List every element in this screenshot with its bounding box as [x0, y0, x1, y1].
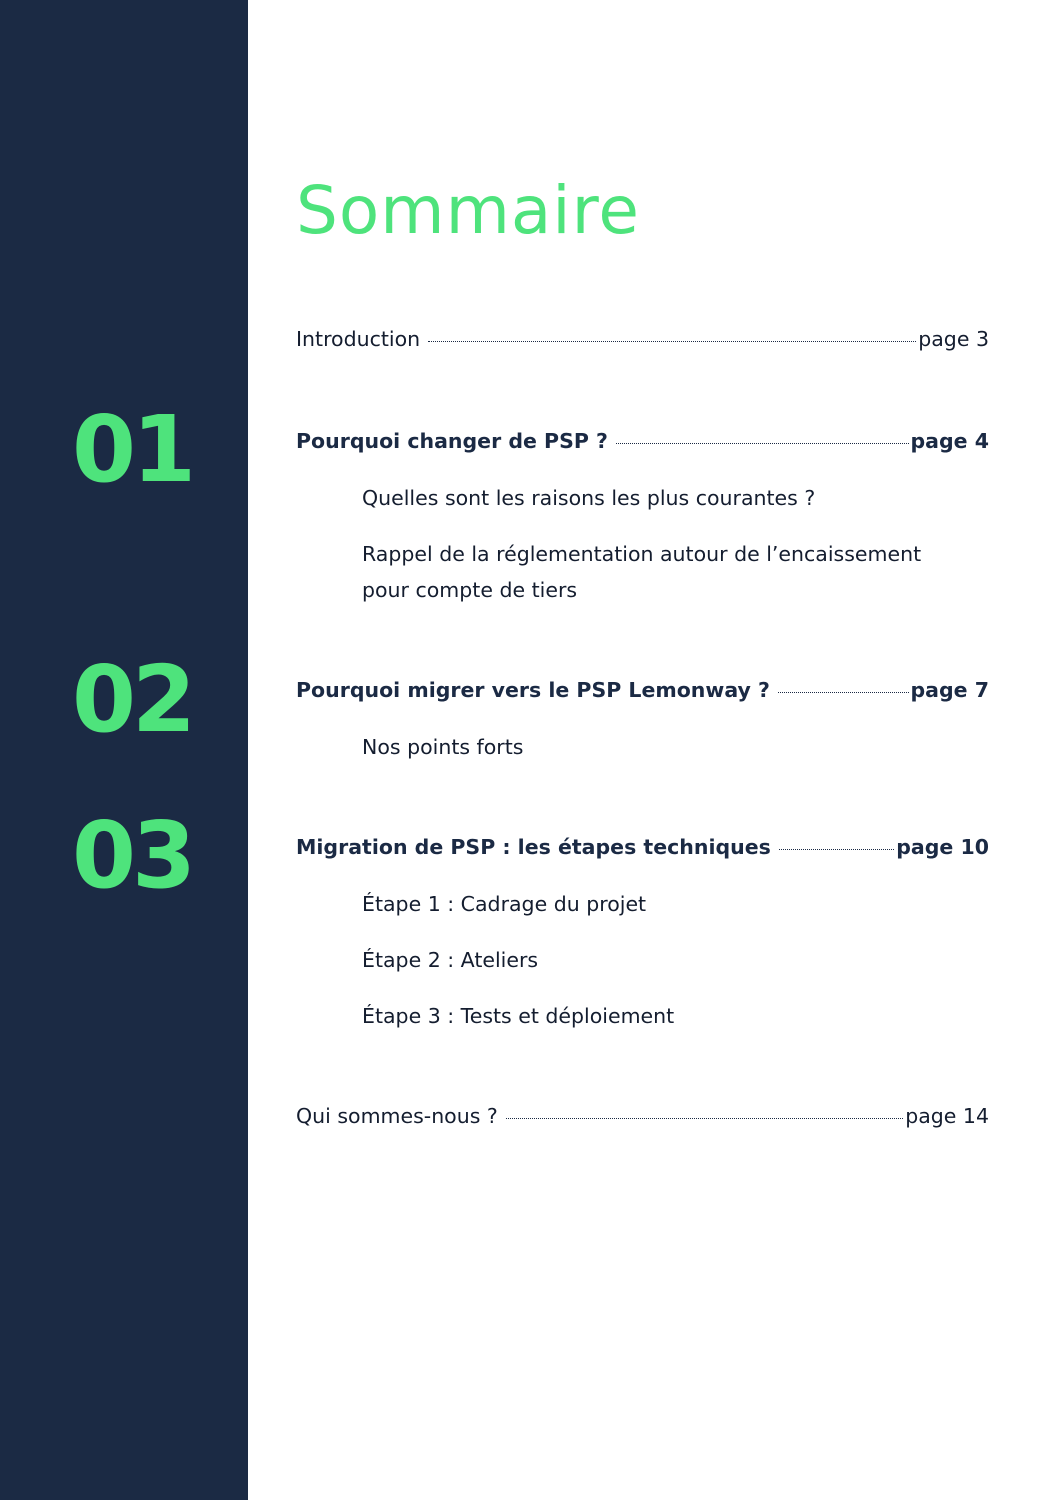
toc-entry-label: Introduction — [296, 327, 421, 351]
toc-leader-dots — [779, 849, 894, 850]
toc-leader-dots — [428, 341, 916, 342]
toc-subitem[interactable]: Étape 3 : Tests et déploiement — [362, 1004, 675, 1028]
toc-subitem[interactable]: Quelles sont les raisons les plus courantes ? — [362, 486, 816, 510]
toc-entry-page: page 4 — [910, 429, 989, 453]
toc-entry-label: Qui sommes-nous ? — [296, 1104, 498, 1128]
sidebar — [0, 0, 248, 1500]
toc-entry-label: Pourquoi migrer vers le PSP Lemonway ? — [296, 678, 770, 702]
section-number-03: 03 — [71, 802, 192, 909]
toc-subitem[interactable]: Nos points forts — [362, 735, 524, 759]
toc-entry-section-3[interactable] — [296, 835, 989, 860]
toc-leader-dots — [616, 443, 909, 444]
toc-entry-section-2[interactable] — [296, 678, 989, 703]
section-number-01: 01 — [71, 396, 192, 503]
toc-entry-page: page 10 — [896, 835, 989, 859]
section-number-02: 02 — [71, 646, 192, 753]
toc-subitem[interactable]: Étape 2 : Ateliers — [362, 948, 539, 972]
toc-subitem[interactable]: Étape 1 : Cadrage du projet — [362, 892, 647, 916]
toc-entry-qui-sommes-nous[interactable] — [296, 1104, 989, 1129]
toc-entry-label: Pourquoi changer de PSP ? — [296, 429, 608, 453]
toc-entry-introduction[interactable] — [296, 327, 989, 352]
toc-entry-section-1[interactable] — [296, 429, 989, 454]
toc-entry-label: Migration de PSP : les étapes techniques — [296, 835, 771, 859]
page-title: Sommaire — [296, 172, 640, 249]
toc-subitem[interactable]: Rappel de la réglementation autour de l’encaissement pour compte de tiers — [362, 542, 922, 602]
toc-entry-page: page 7 — [910, 678, 989, 702]
toc-leader-dots — [506, 1118, 903, 1119]
toc-entry-page: page 14 — [905, 1104, 989, 1128]
toc-entry-page: page 3 — [918, 327, 989, 351]
toc-leader-dots — [778, 692, 909, 693]
